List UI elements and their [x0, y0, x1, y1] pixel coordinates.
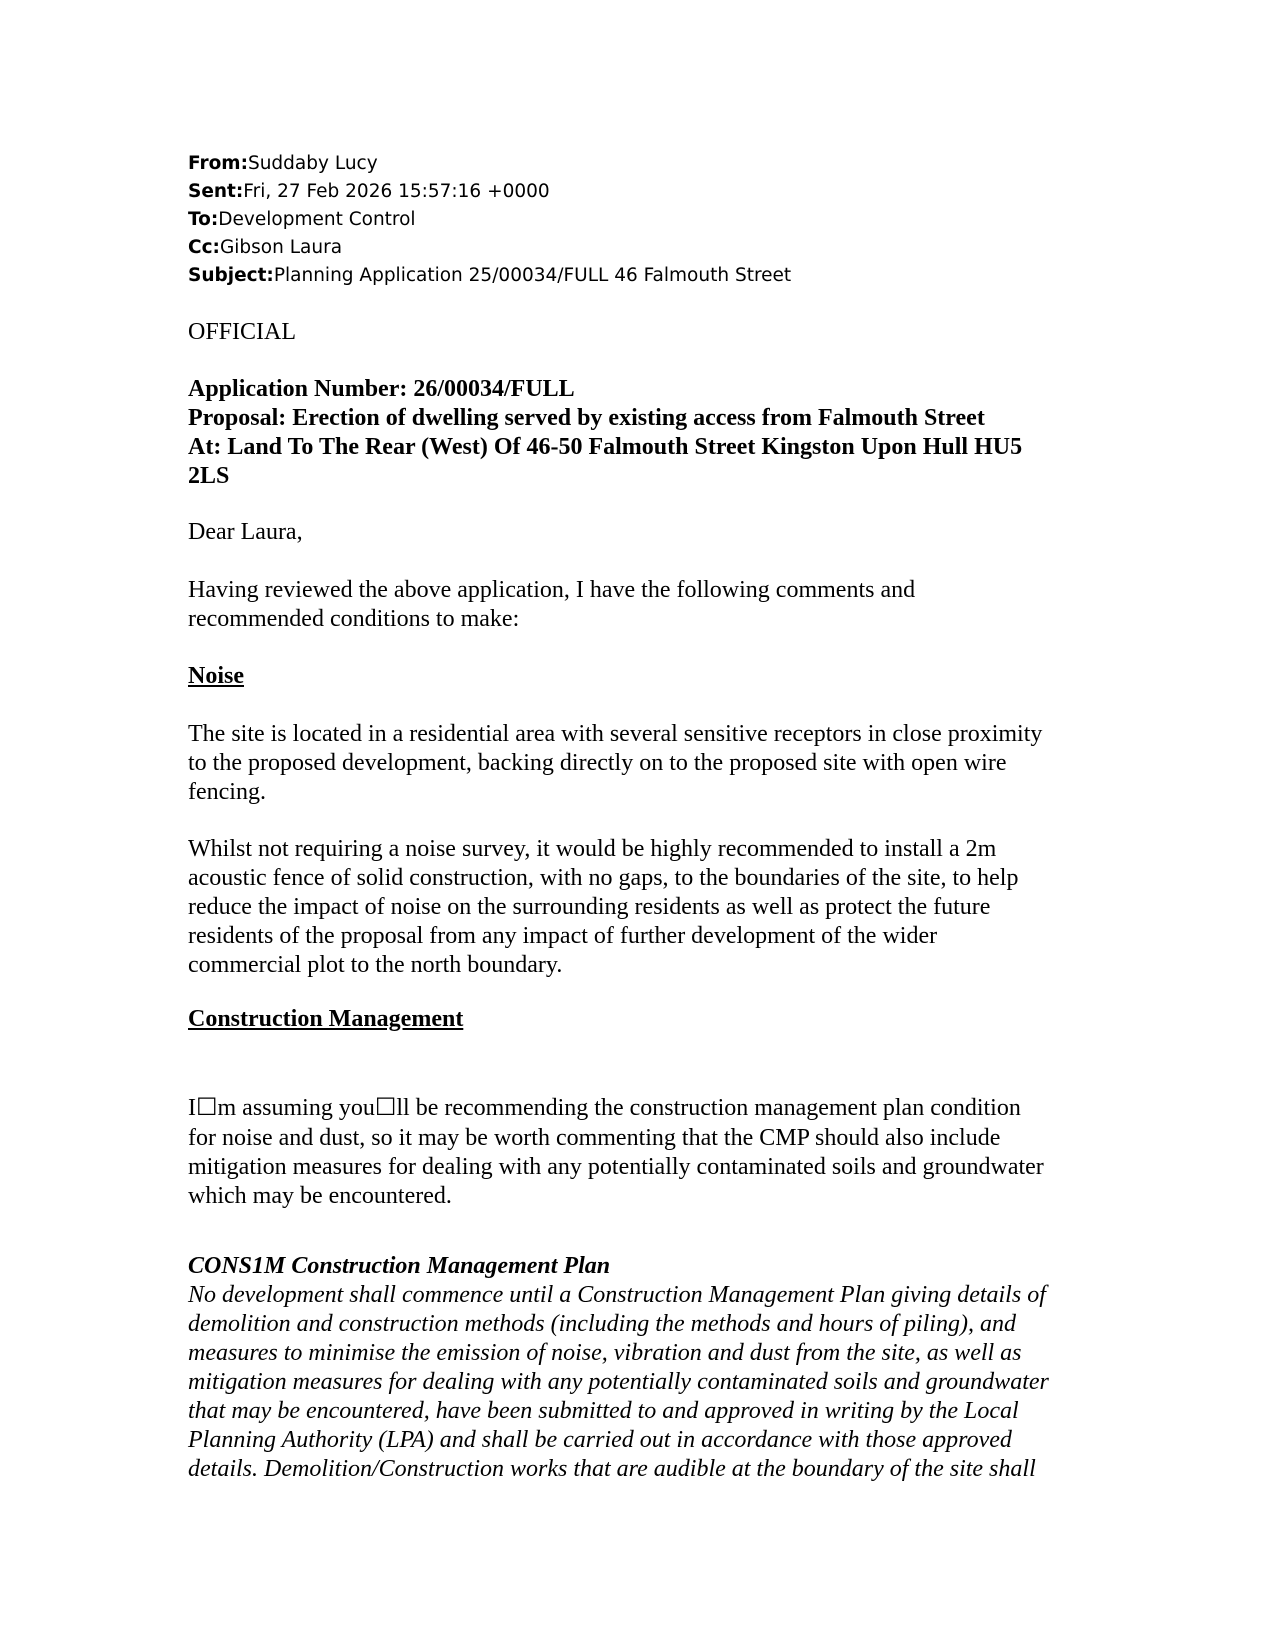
- subject-label: Subject:: [188, 265, 274, 286]
- from-value: Suddaby Lucy: [247, 153, 378, 174]
- from-row: [188, 150, 791, 178]
- paragraph-line: commercial plot to the north boundary.: [188, 952, 563, 978]
- email-headers: [188, 150, 791, 290]
- paragraph-line: residents of the proposal from any impact of further development of the wider: [188, 923, 938, 949]
- paragraph-line: The site is located in a residential area with several sensitive receptors in close proximity: [188, 721, 1043, 747]
- condition-line: Planning Authority (LPA) and shall be carried out in accordance with those approved: [188, 1427, 1012, 1453]
- classification-marking: OFFICIAL: [188, 319, 297, 345]
- to-row: [188, 206, 791, 234]
- paragraph-line: fencing.: [188, 779, 266, 805]
- from-label: From:: [188, 153, 248, 174]
- paragraph-line: Whilst not requiring a noise survey, it would be highly recommended to install a 2m: [188, 836, 997, 862]
- subject-value: Planning Application 25/00034/FULL 46 Falmouth Street: [273, 265, 792, 286]
- application-proposal: Proposal: Erection of dwelling served by existing access from Falmouth Street: [188, 405, 985, 431]
- construction-paragraph: [188, 1093, 1088, 1211]
- cc-label: Cc:: [188, 237, 220, 258]
- application-number: Application Number: 26/00034/FULL: [188, 376, 575, 402]
- condition-line: demolition and construction methods (including the methods and hours of piling), and: [188, 1311, 1016, 1337]
- condition-line: mitigation measures for dealing with any potentially contaminated soils and groundwater: [188, 1369, 1049, 1395]
- to-value: Development Control: [218, 209, 416, 230]
- greeting: Dear Laura,: [188, 519, 303, 545]
- application-site-line-2: 2LS: [188, 463, 230, 489]
- noise-paragraph-2: [188, 835, 1088, 980]
- sent-value: Fri, 27 Feb 2026 15:57:16 +0000: [243, 181, 550, 202]
- subject-row: [188, 262, 791, 290]
- cc-value: Gibson Laura: [219, 237, 343, 258]
- construction-heading: Construction Management: [188, 1006, 464, 1032]
- intro-line: recommended conditions to make:: [188, 606, 520, 632]
- condition-line: measures to minimise the emission of noise, vibration and dust from the site, as well as: [188, 1340, 1022, 1366]
- intro-paragraph: [188, 576, 1088, 634]
- noise-paragraph-1: [188, 720, 1088, 807]
- condition-line: details. Demolition/Construction works that are audible at the boundary of the site shall: [188, 1456, 1036, 1482]
- paragraph-line: for noise and dust, so it may be worth commenting that the CMP should also include: [188, 1125, 1001, 1151]
- paragraph-line: which may be encountered.: [188, 1183, 452, 1209]
- condition-title: CONS1M Construction Management Plan: [188, 1253, 611, 1279]
- paragraph-line: I☐m assuming you☐ll be recommending the construction management plan condition: [188, 1095, 1021, 1121]
- application-site-line-1: At: Land To The Rear (West) Of 46-50 Falmouth Street Kingston Upon Hull HU5: [188, 434, 1023, 460]
- intro-line: Having reviewed the above application, I have the following comments and: [188, 577, 916, 603]
- condition-line: No development shall commence until a Construction Management Plan giving details of: [188, 1282, 1046, 1308]
- paragraph-line: reduce the impact of noise on the surrounding residents as well as protect the future: [188, 894, 991, 920]
- sent-row: [188, 178, 791, 206]
- paragraph-line: to the proposed development, backing directly on to the proposed site with open wire: [188, 750, 1007, 776]
- condition-body: [188, 1281, 1088, 1484]
- to-label: To:: [188, 209, 219, 230]
- paragraph-line: acoustic fence of solid construction, with no gaps, to the boundaries of the site, to help: [188, 865, 1019, 891]
- paragraph-line: mitigation measures for dealing with any potentially contaminated soils and groundwater: [188, 1154, 1044, 1180]
- noise-heading: Noise: [188, 663, 244, 689]
- cc-row: [188, 234, 791, 262]
- sent-label: Sent:: [188, 181, 244, 202]
- application-details: [188, 375, 1088, 491]
- condition-line: that may be encountered, have been submitted to and approved in writing by the Local: [188, 1398, 1019, 1424]
